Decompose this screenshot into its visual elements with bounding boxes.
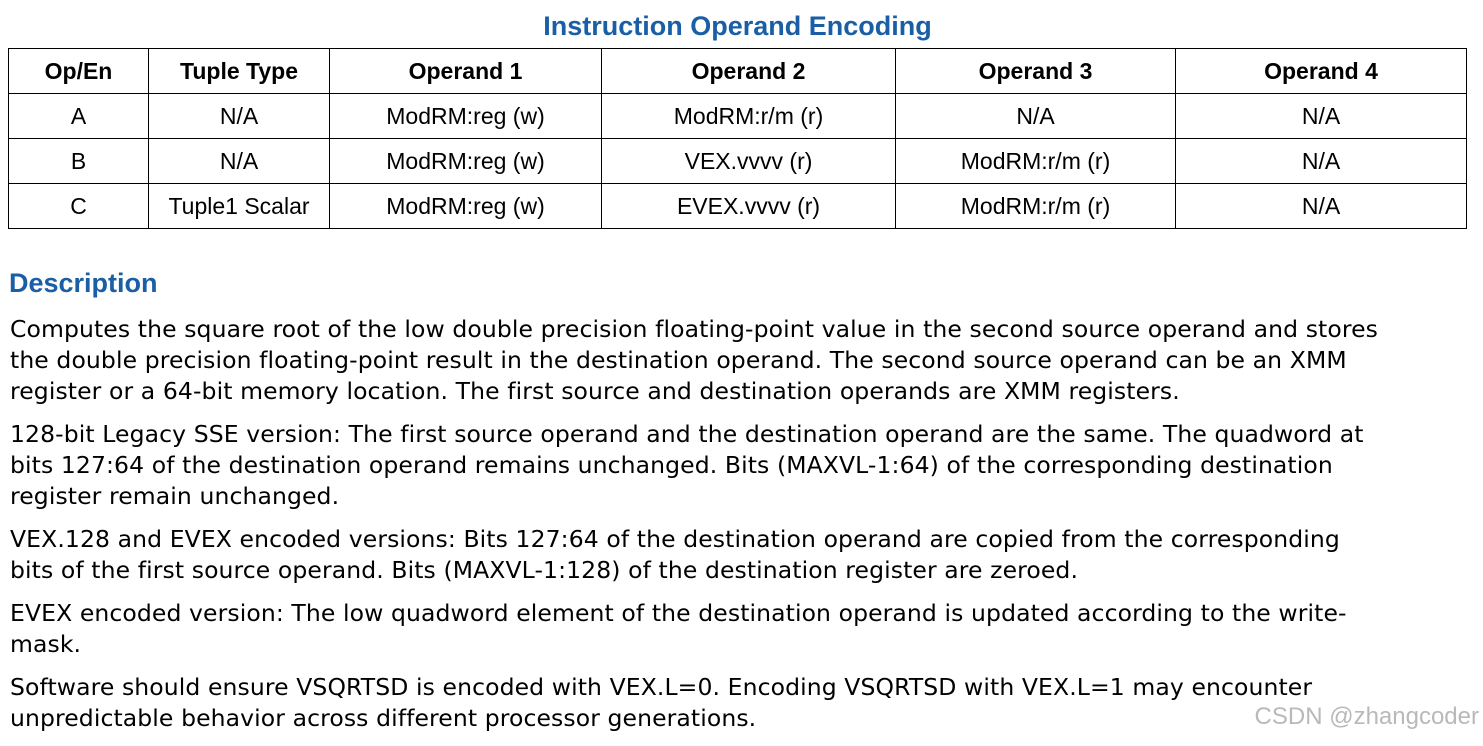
- description-paragraph: [10, 419, 1470, 512]
- table-cell: B: [9, 139, 149, 184]
- text-line: the double precision floating-point result in the destination operand. The second source operand can be an XMM: [10, 346, 1347, 374]
- table-row: [9, 94, 1467, 139]
- table-cell: N/A: [1176, 184, 1467, 229]
- column-header: Tuple Type: [149, 49, 330, 94]
- description-body: [10, 314, 1470, 746]
- table-title: Instruction Operand Encoding: [543, 11, 932, 41]
- column-header: Operand 2: [602, 49, 896, 94]
- text-line: mask.: [10, 630, 82, 658]
- text-line: register or a 64-bit memory location. The first source and destination operands are XMM registers.: [10, 377, 1180, 405]
- table-cell: ModRM:r/m (r): [896, 184, 1176, 229]
- text-line: 128-bit Legacy SSE version: The first source operand and the destination operand are the same. The quadword at: [10, 420, 1364, 448]
- description-paragraph: [10, 672, 1470, 734]
- table-cell: C: [9, 184, 149, 229]
- text-line: VEX.128 and EVEX encoded versions: Bits 127:64 of the destination operand are copied from the corresponding: [10, 525, 1340, 553]
- table-cell: Tuple1 Scalar: [149, 184, 330, 229]
- table-cell: ModRM:reg (w): [330, 94, 602, 139]
- column-header: Operand 3: [896, 49, 1176, 94]
- description-paragraph: [10, 314, 1470, 407]
- table-cell: ModRM:r/m (r): [602, 94, 896, 139]
- text-line: bits 127:64 of the destination operand remains unchanged. Bits (MAXVL-1:64) of the corresponding destination: [10, 451, 1333, 479]
- column-header: Op/En: [9, 49, 149, 94]
- table-cell: ModRM:reg (w): [330, 184, 602, 229]
- table-cell: ModRM:r/m (r): [896, 139, 1176, 184]
- table-cell: N/A: [896, 94, 1176, 139]
- table-cell: VEX.vvvv (r): [602, 139, 896, 184]
- text-line: unpredictable behavior across different processor generations.: [10, 704, 757, 732]
- description-heading: Description: [9, 268, 158, 298]
- table-header-row: [9, 49, 1467, 94]
- table-cell: ModRM:reg (w): [330, 139, 602, 184]
- text-line: Software should ensure VSQRTSD is encoded with VEX.L=0. Encoding VSQRTSD with VEX.L=1 may encounter: [10, 673, 1313, 701]
- text-line: EVEX encoded version: The low quadword element of the destination operand is updated according to the write-: [10, 599, 1347, 627]
- table-cell: N/A: [1176, 94, 1467, 139]
- text-line: bits of the first source operand. Bits (MAXVL-1:128) of the destination register are zeroed.: [10, 556, 1079, 584]
- operand-encoding-table: [8, 48, 1467, 229]
- table-cell: N/A: [149, 139, 330, 184]
- description-paragraph: [10, 598, 1470, 660]
- watermark: CSDN @zhangcoder: [1254, 703, 1479, 730]
- table-cell: EVEX.vvvv (r): [602, 184, 896, 229]
- table-cell: N/A: [1176, 139, 1467, 184]
- table-row: [9, 184, 1467, 229]
- column-header: Operand 4: [1176, 49, 1467, 94]
- description-paragraph: [10, 524, 1470, 586]
- table-cell: A: [9, 94, 149, 139]
- text-line: register remain unchanged.: [10, 482, 340, 510]
- table-cell: N/A: [149, 94, 330, 139]
- text-line: Computes the square root of the low double precision floating-point value in the second source operand and stores: [10, 315, 1378, 343]
- table-row: [9, 139, 1467, 184]
- column-header: Operand 1: [330, 49, 602, 94]
